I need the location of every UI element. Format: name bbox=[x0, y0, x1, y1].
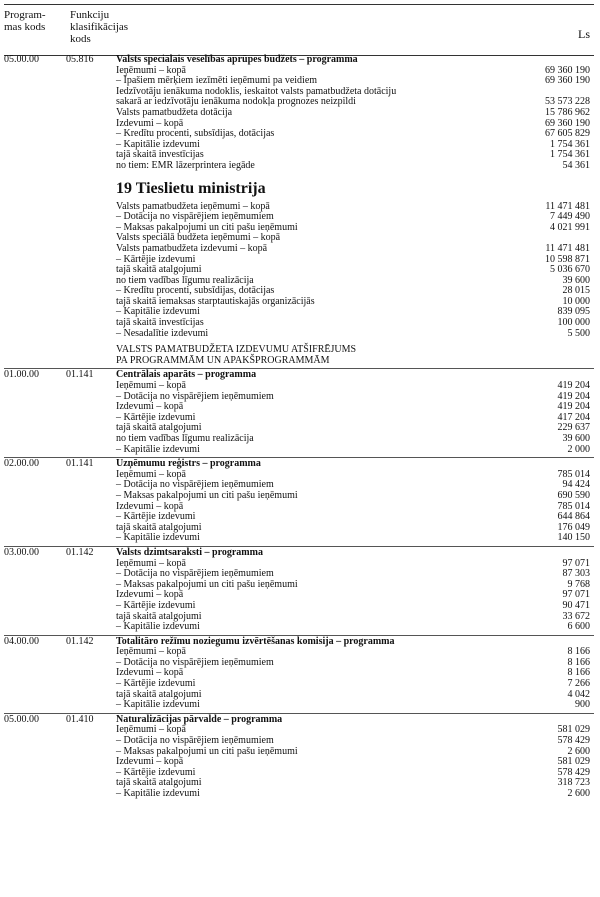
row-amount: 581 029 bbox=[557, 724, 590, 736]
row-label: – Īpašiem mērķiem iezīmēti ieņēmumi pa veidiem bbox=[116, 75, 318, 87]
row-label: – Kārtējie izdevumi bbox=[116, 766, 196, 778]
row-amount: 90 471 bbox=[562, 599, 590, 611]
program-code: 04.00.00 bbox=[4, 635, 39, 647]
row-amount: 39 600 bbox=[562, 433, 590, 444]
row-amount: 578 429 bbox=[557, 766, 590, 778]
table-row bbox=[0, 307, 600, 318]
budget-table-body bbox=[0, 55, 600, 800]
table-row bbox=[0, 736, 600, 747]
program-code: 05.00.00 bbox=[4, 54, 39, 65]
row-label: tajā skaitā atalgojumi bbox=[116, 610, 202, 622]
table-row bbox=[0, 356, 600, 367]
row-label: tajā skaitā investīcijas bbox=[116, 149, 204, 161]
row-amount: 97 071 bbox=[562, 557, 590, 569]
row-label: – Maksas pakalpojumi un citi pašu ieņēmumi bbox=[116, 221, 298, 233]
row-amount: 417 204 bbox=[557, 411, 590, 423]
row-amount: 229 637 bbox=[557, 422, 590, 434]
row-label: – Kredītu procenti, subsīdijas, dotācijas bbox=[116, 128, 275, 140]
row-label: Izdevumi – kopā bbox=[116, 667, 184, 679]
row-amount: 7 266 bbox=[567, 678, 590, 690]
row-label: tajā skaitā atalgojumi bbox=[116, 264, 202, 276]
row-amount: 11 471 481 bbox=[545, 200, 590, 212]
header-currency: Ls bbox=[578, 27, 590, 41]
row-amount: 4 021 991 bbox=[550, 221, 590, 233]
row-label: VALSTS PAMATBUDŽETA IZDEVUMU ATŠIFRĒJUMS bbox=[116, 344, 357, 356]
table-row bbox=[0, 381, 600, 392]
row-amount: 140 150 bbox=[557, 532, 590, 544]
table-row bbox=[0, 622, 600, 633]
row-amount: 11 471 481 bbox=[545, 242, 590, 254]
table-row bbox=[0, 434, 600, 445]
table-row bbox=[0, 491, 600, 502]
row-amount: 15 786 962 bbox=[545, 106, 590, 118]
row-amount: 8 166 bbox=[567, 646, 590, 658]
row-label: Valsts pamatbudžeta ieņēmumi – kopā bbox=[116, 200, 270, 212]
row-amount: 28 015 bbox=[562, 285, 590, 297]
table-row bbox=[0, 129, 600, 140]
table-row bbox=[0, 523, 600, 534]
table-row bbox=[0, 700, 600, 711]
row-amount: 53 573 228 bbox=[545, 96, 590, 108]
function-code: 01.410 bbox=[66, 713, 94, 725]
table-row bbox=[0, 502, 600, 513]
row-label: Centrālais aparāts – programma bbox=[116, 369, 257, 381]
row-amount: 5 036 670 bbox=[550, 264, 590, 276]
row-label: no tiem: EMR lāzerprintera iegāde bbox=[116, 159, 255, 171]
row-label: Ieņēmumi – kopā bbox=[116, 380, 186, 392]
row-amount: 4 042 bbox=[567, 688, 590, 700]
table-row bbox=[0, 265, 600, 276]
row-label: tajā skaitā atalgojumi bbox=[116, 777, 202, 789]
table-row bbox=[0, 601, 600, 612]
table-row bbox=[0, 150, 600, 161]
program-row bbox=[0, 370, 600, 381]
row-amount: 785 014 bbox=[557, 468, 590, 480]
row-label: – Kapitālie izdevumi bbox=[116, 532, 200, 544]
row-label: – Kapitālie izdevumi bbox=[116, 621, 200, 633]
row-label: – Dotācija no vispārējiem ieņēmumiem bbox=[116, 656, 274, 668]
row-amount: 8 166 bbox=[567, 656, 590, 668]
row-label: – Maksas pakalpojumi un citi pašu ieņēmumi bbox=[116, 578, 298, 590]
function-code: 01.142 bbox=[66, 546, 94, 558]
row-amount: 419 204 bbox=[557, 380, 590, 392]
table-row bbox=[0, 725, 600, 736]
table-row bbox=[0, 233, 600, 244]
table-row bbox=[0, 392, 600, 403]
row-label: Valsts pamatbudžeta izdevumi – kopā bbox=[116, 242, 268, 254]
table-row bbox=[0, 423, 600, 434]
ministry-title: 19 Tieslietu ministrija bbox=[116, 179, 266, 197]
program-row bbox=[0, 548, 600, 559]
row-label: tajā skaitā atalgojumi bbox=[116, 521, 202, 533]
row-label: – Dotācija no vispārējiem ieņēmumiem bbox=[116, 211, 274, 223]
table-row bbox=[0, 778, 600, 789]
program-row bbox=[0, 459, 600, 470]
row-amount: 1 754 361 bbox=[550, 149, 590, 161]
program-row bbox=[0, 55, 600, 66]
program-row bbox=[0, 637, 600, 648]
ministry-heading bbox=[0, 172, 600, 202]
row-amount: 2 000 bbox=[567, 443, 590, 455]
table-row bbox=[0, 612, 600, 623]
function-code: 05.816 bbox=[66, 54, 94, 65]
program-row bbox=[0, 715, 600, 726]
row-label: – Kārtējie izdevumi bbox=[116, 678, 196, 690]
function-code: 01.142 bbox=[66, 635, 94, 647]
table-row bbox=[0, 757, 600, 768]
table-row bbox=[0, 297, 600, 308]
table-row bbox=[0, 789, 600, 800]
table-row bbox=[0, 647, 600, 658]
row-amount: 578 429 bbox=[557, 735, 590, 747]
table-row bbox=[0, 223, 600, 234]
row-label: Naturalizācijas pārvalde – programma bbox=[116, 713, 283, 725]
row-amount: 10 598 871 bbox=[545, 253, 590, 265]
row-amount: 87 303 bbox=[562, 568, 590, 580]
row-label: – Kapitālie izdevumi bbox=[116, 306, 200, 318]
row-amount: 100 000 bbox=[557, 317, 590, 329]
row-label: – Kredītu procenti, subsīdijas, dotācijas bbox=[116, 285, 275, 297]
header-function-code: Funkciju klasifikācijas kods bbox=[70, 9, 129, 45]
row-label: – Dotācija no vispārējiem ieņēmumiem bbox=[116, 735, 274, 747]
row-label: Ieņēmumi – kopā bbox=[116, 64, 186, 76]
row-amount: 2 600 bbox=[567, 745, 590, 757]
row-label: – Dotācija no vispārējiem ieņēmumiem bbox=[116, 568, 274, 580]
table-row bbox=[0, 329, 600, 340]
row-amount: 94 424 bbox=[562, 479, 590, 491]
row-amount: 69 360 190 bbox=[545, 64, 590, 76]
program-code: 01.00.00 bbox=[4, 369, 39, 381]
table-row bbox=[0, 318, 600, 329]
row-label: tajā skaitā iemaksas starptautiskajās organizācijās bbox=[116, 295, 315, 307]
row-label: Valsts speciālā budžeta ieņēmumi – kopā bbox=[116, 232, 281, 244]
row-amount: 785 014 bbox=[557, 500, 590, 512]
row-amount: 176 049 bbox=[557, 521, 590, 533]
row-label: – Nesadalītie izdevumi bbox=[116, 327, 209, 339]
row-label: Ieņēmumi – kopā bbox=[116, 468, 186, 480]
row-label: Izdevumi – kopā bbox=[116, 589, 184, 601]
row-amount: 69 360 190 bbox=[545, 117, 590, 129]
table-row bbox=[0, 212, 600, 223]
row-amount: 6 600 bbox=[567, 621, 590, 633]
row-label: PA PROGRAMMĀM UN APAKŠPROGRAMMĀM bbox=[116, 354, 330, 366]
table-row bbox=[0, 580, 600, 591]
table-row bbox=[0, 255, 600, 266]
row-label: – Kārtējie izdevumi bbox=[116, 599, 196, 611]
row-label: Uzņēmumu reģistrs – programma bbox=[116, 458, 261, 470]
table-row bbox=[0, 202, 600, 213]
table-row bbox=[0, 668, 600, 679]
table-row bbox=[0, 690, 600, 701]
table-row bbox=[0, 658, 600, 669]
row-amount: 318 723 bbox=[557, 777, 590, 789]
table-row bbox=[0, 108, 600, 119]
row-amount: 839 095 bbox=[557, 306, 590, 318]
table-row bbox=[0, 445, 600, 456]
row-label: – Kārtējie izdevumi bbox=[116, 253, 196, 265]
row-label: – Dotācija no vispārējiem ieņēmumiem bbox=[116, 390, 274, 402]
table-row bbox=[0, 768, 600, 779]
row-label: Ieņēmumi – kopā bbox=[116, 646, 186, 658]
table-row bbox=[0, 559, 600, 570]
row-label: Izdevumi – kopā bbox=[116, 401, 184, 413]
row-label: no tiem vadības līgumu realizācija bbox=[116, 433, 254, 444]
program-code: 02.00.00 bbox=[4, 458, 39, 470]
row-amount: 69 360 190 bbox=[545, 75, 590, 87]
row-label: Ieņēmumi – kopā bbox=[116, 724, 186, 736]
row-label: Ieņēmumi – kopā bbox=[116, 557, 186, 569]
table-row bbox=[0, 480, 600, 491]
row-label: Valsts pamatbudžeta dotācija bbox=[116, 106, 233, 118]
row-amount: 690 590 bbox=[557, 489, 590, 501]
row-amount: 39 600 bbox=[562, 274, 590, 286]
program-code: 05.00.00 bbox=[4, 713, 39, 725]
table-row bbox=[0, 569, 600, 580]
row-amount: 900 bbox=[575, 699, 590, 711]
row-amount: 54 361 bbox=[562, 159, 590, 171]
table-row bbox=[0, 140, 600, 151]
row-label: – Kapitālie izdevumi bbox=[116, 443, 200, 455]
function-code: 01.141 bbox=[66, 458, 94, 470]
row-amount: 644 864 bbox=[557, 511, 590, 523]
row-amount: 67 605 829 bbox=[545, 128, 590, 140]
row-amount: 9 768 bbox=[567, 578, 590, 590]
row-label: no tiem vadības līgumu realizācija bbox=[116, 274, 254, 286]
row-label: tajā skaitā atalgojumi bbox=[116, 688, 202, 700]
table-row bbox=[0, 97, 600, 108]
row-label: sakarā ar iedzīvotāju ienākuma nodokļa prognozes neizpildi bbox=[116, 96, 356, 108]
table-row bbox=[0, 402, 600, 413]
row-label: – Kapitālie izdevumi bbox=[116, 699, 200, 711]
row-label: tajā skaitā atalgojumi bbox=[116, 422, 202, 434]
row-label: tajā skaitā investīcijas bbox=[116, 317, 204, 329]
row-label: – Maksas pakalpojumi un citi pašu ieņēmumi bbox=[116, 745, 298, 757]
row-label: – Kārtējie izdevumi bbox=[116, 411, 196, 423]
function-code: 01.141 bbox=[66, 369, 94, 381]
row-label: Valsts speciālais veselības aprūpes budžets – programma bbox=[116, 54, 358, 65]
row-amount: 581 029 bbox=[557, 756, 590, 768]
table-row bbox=[0, 244, 600, 255]
row-label: Izdevumi – kopā bbox=[116, 756, 184, 768]
row-label: – Maksas pakalpojumi un citi pašu ieņēmumi bbox=[116, 489, 298, 501]
row-label: Iedzīvotāju ienākuma nodoklis, ieskaitot valsts pamatbudžeta dotāciju bbox=[116, 85, 397, 97]
row-amount: 10 000 bbox=[562, 295, 590, 307]
row-amount: 33 672 bbox=[562, 610, 590, 622]
row-label: Izdevumi – kopā bbox=[116, 500, 184, 512]
program-code: 03.00.00 bbox=[4, 546, 39, 558]
table-row bbox=[0, 533, 600, 544]
table-row bbox=[0, 161, 600, 172]
header-program-code: Program- mas kods bbox=[4, 9, 46, 33]
table-row bbox=[0, 119, 600, 130]
table-row bbox=[0, 590, 600, 601]
table-row bbox=[0, 679, 600, 690]
row-amount: 5 500 bbox=[567, 327, 590, 339]
row-amount: 419 204 bbox=[557, 401, 590, 413]
row-amount: 8 166 bbox=[567, 667, 590, 679]
row-amount: 1 754 361 bbox=[550, 138, 590, 150]
table-row bbox=[0, 512, 600, 523]
row-amount: 7 449 490 bbox=[550, 211, 590, 223]
row-label: – Kārtējie izdevumi bbox=[116, 511, 196, 523]
table-header bbox=[4, 4, 594, 56]
row-label: Totalitāro režīmu noziegumu izvērtēšanas komisija – programma bbox=[116, 635, 395, 647]
row-label: – Kapitālie izdevumi bbox=[116, 788, 200, 799]
table-row bbox=[0, 747, 600, 758]
row-label: – Dotācija no vispārējiem ieņēmumiem bbox=[116, 479, 274, 491]
row-amount: 97 071 bbox=[562, 589, 590, 601]
row-label: Izdevumi – kopā bbox=[116, 117, 184, 129]
row-amount: 2 600 bbox=[567, 788, 590, 799]
table-row bbox=[0, 470, 600, 481]
row-label: Valsts dzimtsaraksti – programma bbox=[116, 546, 263, 558]
table-row bbox=[0, 276, 600, 287]
row-label: – Kapitālie izdevumi bbox=[116, 138, 200, 150]
row-amount: 419 204 bbox=[557, 390, 590, 402]
table-row bbox=[0, 413, 600, 424]
